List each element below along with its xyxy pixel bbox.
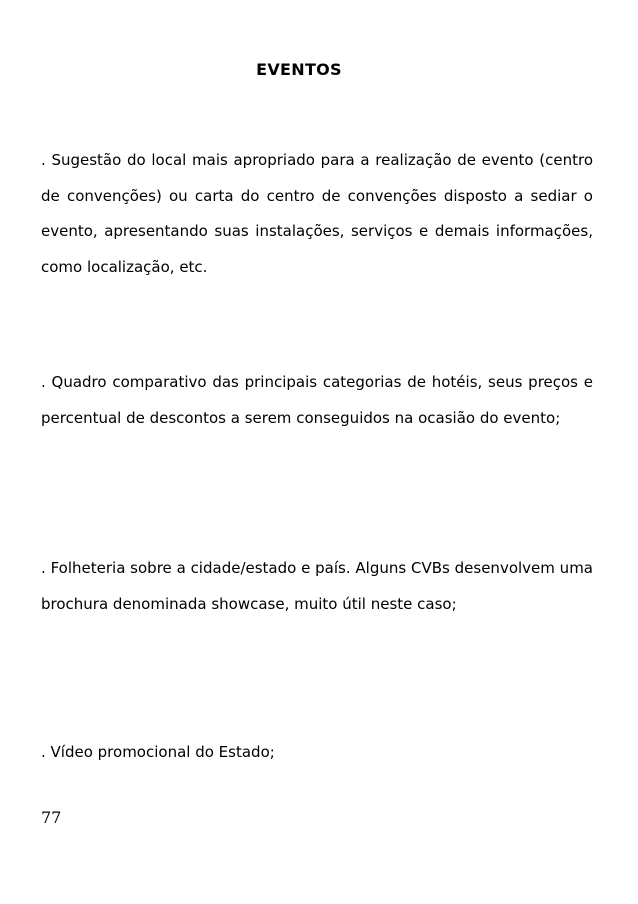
page-title: EVENTOS: [256, 60, 342, 79]
paragraph-hotel-comparison: . Quadro comparativo das principais categorias de hotéis, seus preços e percentual de descontos a serem conseguidos na ocasião do evento;: [41, 373, 593, 427]
paragraph-venue-suggestion: . Sugestão do local mais apropriado para a realização de evento (centro de convenções) ou carta do centro de convenções disposto a sediar o evento, apresentando suas instalações, serviços e demais informações, como localização, etc.: [41, 151, 593, 277]
paragraph-promo-video: . Vídeo promocional do Estado;: [41, 743, 275, 761]
paragraph-brochures: . Folheteria sobre a cidade/estado e país. Alguns CVBs desenvolvem uma brochura denominada showcase, muito útil neste caso;: [41, 559, 593, 613]
page-number: 77: [41, 808, 62, 827]
